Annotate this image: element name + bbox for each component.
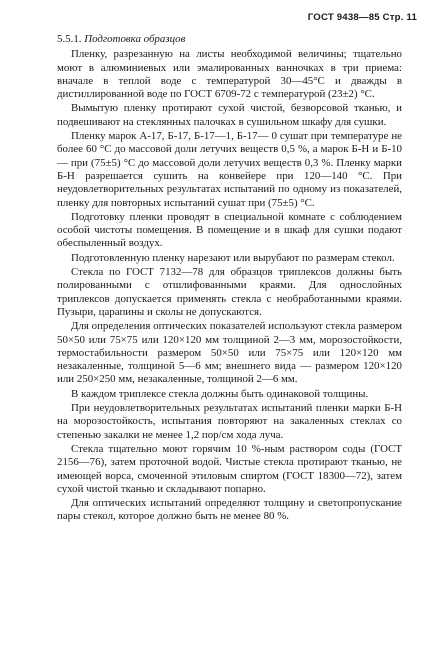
paragraph-glass-requirements: Стекла по ГОСТ 7132—78 для образцов триплексов должны быть полированными с отшлифованными краями. Для однослойных триплексов допускается применять стекла с необработанными краями. Пузыри, царапины и сколы не допускаются. xyxy=(57,266,402,318)
section-title: Подготовка образцов xyxy=(84,33,186,45)
section-number: 5.5.1. xyxy=(57,33,82,45)
paragraph-glass-thickness: В каждом триплексе стекла должны быть одинаковой толщины. xyxy=(71,387,369,400)
paragraph-film-washing: Пленку, разрезанную на листы необходимой величины; тщательно моют в алюминиевых или эмалированных ванночках в три приема: вначале в теплой воде с температурой 30—45°С и дважды в дистиллированной воде по ГОСТ 6709-72 с температурой (23±2) °С. xyxy=(57,48,402,101)
paragraph-glass-sizes: Для определения оптических показателей используют стекла размером 50×50 или 75×75 или 120×120 мм толщиной 2—3 мм, морозостойкости, термостабильности размером 50×50 или 75×75 или 120×120 мм незакаленные, толщиной 5—6 мм; внешнего вида — размером 120×120 или 250×250 мм, незакаленные, толщиной 2—6 мм. xyxy=(57,320,402,386)
paragraph-glass-washing: Стекла тщательно моют горячим 10 %-ным раствором соды (ГОСТ 2156—76), затем проточной водой. Чистые стекла протирают тканью, не имеющей ворса, смоченной этиловым спиртом (ГОСТ 18300—72), затем сухой чистой тканью и складывают попарно. xyxy=(57,442,402,495)
paragraph-optical-tests: Для оптических испытаний определяют толщину и светопропускание пары стекол, которое должно быть не менее 80 %. xyxy=(57,497,402,523)
paragraph-room-preparation: Подготовку пленки проводят в специальной комнате с соблюдением особой чистоты помещения. В помещение и в шкаф для сушки подают обеспыленный воздух. xyxy=(57,210,402,250)
paragraph-film-wiping: Вымытую пленку протирают сухой чистой, безворсовой тканью, и подвешивают на стеклянных палочках в сушильном шкафу для сушки. xyxy=(57,102,402,128)
page-header: ГОСТ 9438—85 Стр. 11 xyxy=(307,12,417,23)
paragraph-film-drying: Пленку марок А-17, Б-17, Б-17—1, Б-17— 0 сушат при температуре не более 60 °С до массовой доли летучих веществ 0,5 %, а марок Б-Н и Б-10 — при (75±5) °С до массовой доли летучих веществ 0,3 %. Пленку марки Б-Н разрешается сушить на конвейере при 120—140 °С. При неудовлетворительных результатах испытаний по одному из показателей, пленку для повторных испытаний сушат при (75±5) °С. xyxy=(57,130,402,209)
document-body xyxy=(57,33,402,525)
paragraph-film-cutting: Подготовленную пленку нарезают или вырубают по размерам стекол. xyxy=(71,251,395,264)
paragraph-frost-retest: При неудовлетворительных результатах испытаний пленки марки Б-Н на морозостойкость, испытания повторяют на закаленных стеклах со степенью закалки не менее 1,2 пор/см хода луча. xyxy=(57,402,402,441)
section-heading xyxy=(57,33,402,46)
